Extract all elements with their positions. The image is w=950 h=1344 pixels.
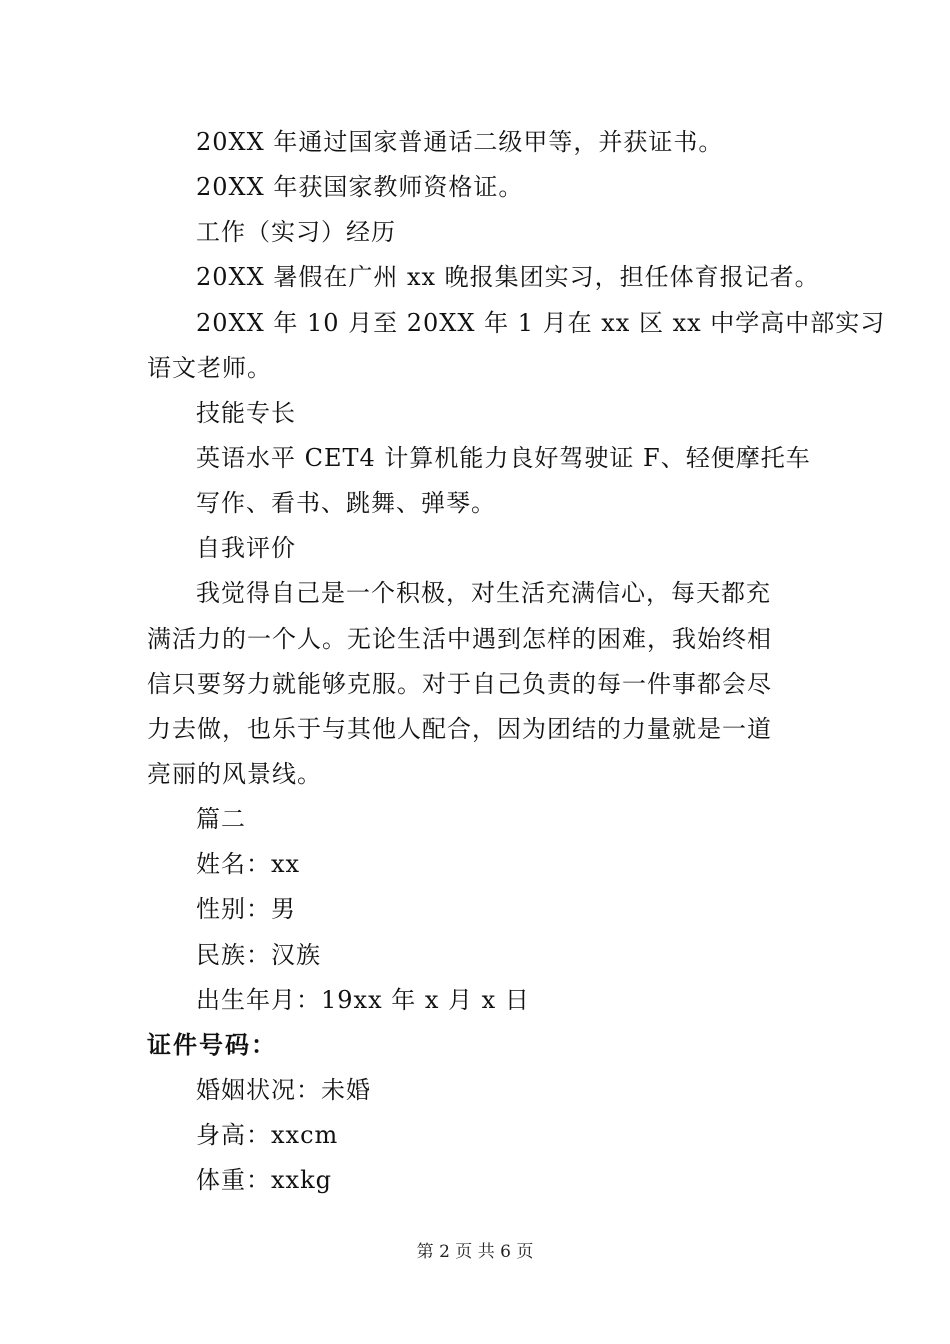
- skills-heading: 技能专长: [196, 399, 296, 427]
- skills-line-2: 写作、看书、跳舞、弹琴。: [196, 489, 496, 517]
- height-field: 身高：xxcm: [196, 1121, 339, 1149]
- skills-line-1: 英语水平 CET4 计算机能力良好驾驶证 F、轻便摩托车: [196, 444, 811, 472]
- birth-date-field: 出生年月：19xx 年 x 月 x 日: [196, 986, 530, 1014]
- cert-putonghua-line: 20XX 年通过国家普通话二级甲等，并获证书。: [196, 128, 724, 156]
- work-experience-heading: 工作（实习）经历: [196, 218, 396, 246]
- work-item-2-line-1: 20XX 年 10 月至 20XX 年 1 月在 xx 区 xx 中学高中部实习: [196, 309, 886, 337]
- self-evaluation-line-4: 力去做，也乐于与其他人配合，因为团结的力量就是一道: [147, 715, 772, 743]
- id-number-field: 证件号码：: [147, 1030, 277, 1059]
- work-item-2-line-2: 语文老师。: [147, 354, 272, 382]
- weight-field: 体重：xxkg: [196, 1166, 332, 1194]
- self-evaluation-line-5: 亮丽的风景线。: [147, 760, 322, 788]
- ethnicity-field: 民族：汉族: [196, 941, 321, 969]
- page-footer: 第 2 页 共 6 页: [416, 1242, 534, 1262]
- self-evaluation-heading: 自我评价: [196, 534, 296, 562]
- name-field: 姓名：xx: [196, 850, 301, 878]
- work-item-1: 20XX 暑假在广州 xx 晚报集团实习，担任体育报记者。: [196, 263, 820, 291]
- marital-status-field: 婚姻状况：未婚: [196, 1076, 371, 1104]
- self-evaluation-line-1: 我觉得自己是一个积极，对生活充满信心，每天都充: [196, 579, 771, 607]
- self-evaluation-line-3: 信只要努力就能够克服。对于自己负责的每一件事都会尽: [147, 670, 772, 698]
- self-evaluation-line-2: 满活力的一个人。无论生活中遇到怎样的困难，我始终相: [147, 625, 772, 653]
- part-two-heading: 篇二: [196, 805, 246, 833]
- cert-teacher-line: 20XX 年获国家教师资格证。: [196, 173, 524, 201]
- gender-field: 性别：男: [196, 895, 296, 923]
